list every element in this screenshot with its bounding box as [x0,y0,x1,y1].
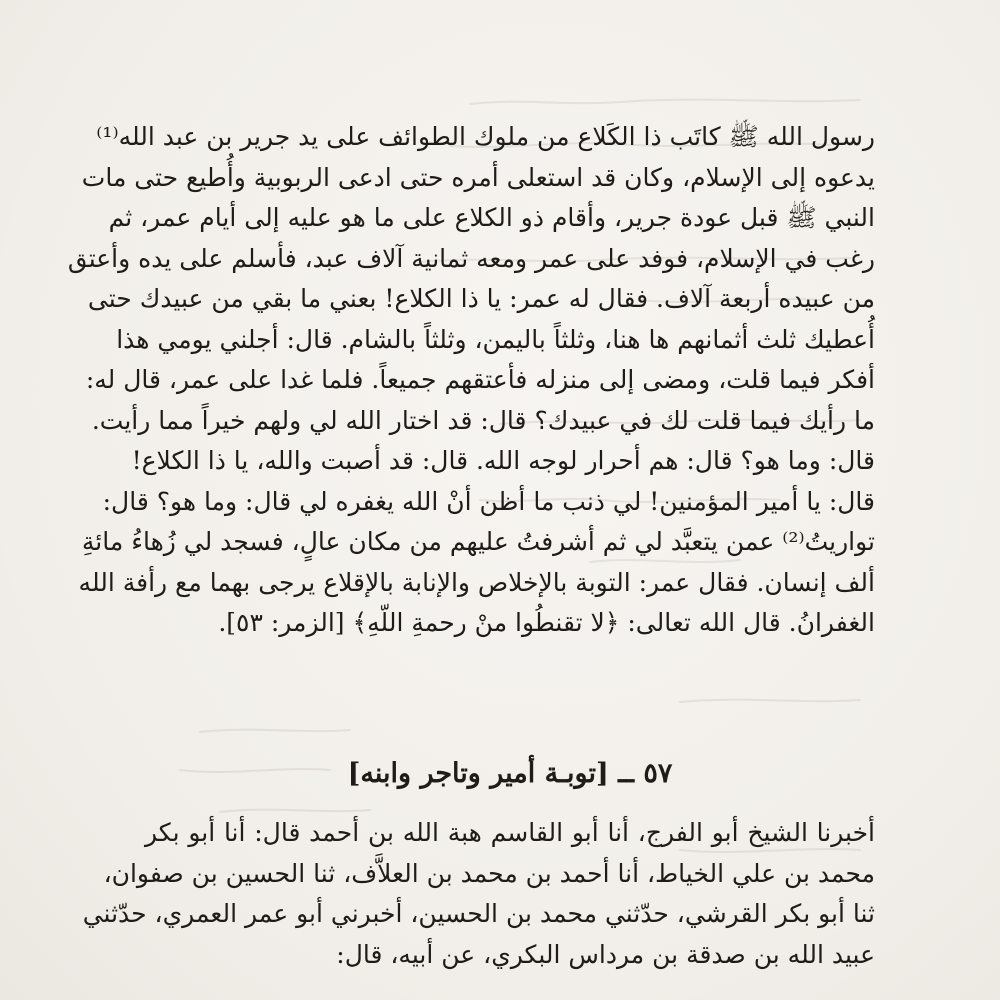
text-line: تواريتُ⁽²⁾ عمن يتعبَّد لي ثم أشرفتُ عليهم من مكان عالٍ، فسجد لي زُهاءُ مائةِ [81,527,875,556]
text-line: ما رأيك فيما قلت لك في عبيدك؟ قال: قد اختار الله لي ولهم خيراً مما رأيت. [91,405,875,435]
paragraph-isnad-text [82,813,875,975]
text-line: أفكر فيما قلت، ومضى إلى منزله فأعتقهم جميعاً. فلما غدا على عمر، قال له: [85,365,875,394]
text-line: من عبيده أربعة آلاف. فقال له عمر: يا ذا الكلاع! بعني ما بقي من عبيدك حتى [87,284,875,313]
paragraph-continued-text [67,117,875,644]
text-line: قال: وما هو؟ قال: هم أحرار لوجه الله. قال: قد أصبت والله، يا ذا الكلاع! [131,446,875,475]
text-line: ألف إنسان. فقال عمر: التوبة بالإخلاص والإنابة بالإقلاع يرجى بهما مع رأفة الله [78,567,875,597]
text-line: أخبرنا الشيخ أبو الفرج، أنا أبو القاسم هبة الله بن أحمد قال: أنا أبو بكر [145,818,875,847]
text-line: رغب في الإسلام، فوفد على عمر ومعه ثمانية آلاف عبد، فأسلم على يده وأعتق [67,243,875,273]
text-line: النبي ﷺ قبل عودة جرير، وأقام ذو الكلاع على ما هو عليه إلى أيام عمر، ثم [108,203,875,232]
text-line: قال: يا أمير المؤمنين! لي ذنب ما أظن أنْ الله يغفره لي قال: وما هو؟ قال: [102,486,875,516]
text-line: الغفرانُ. قال الله تعالى: ﴿لا تقنطُوا منْ رحمةِ اللّهِ﴾ [الزمر: ٥٣]. [218,608,875,637]
text-line: عبيد الله بن صدقة بن مرداس البكري، عن أبيه، قال: [336,939,875,969]
text-line: يدعوه إلى الإسلام، وكان قد استعلى أمره حتى ادعى الربوبية وأُطيع حتى مات [81,162,875,192]
text-line: رسول الله ﷺ كاتَب ذا الكَلاع من ملوك الطوائف على يد جرير بن عبد الله⁽¹⁾ [96,122,875,151]
text-line: أُعطيك ثلث أثمانهم ها هنا، وثلثاً باليمن، وثلثاً بالشام. قال: أجلني يومي هذا [116,324,875,354]
section-heading: ٥٧ ــ [توبـة أمير وتاجر وابنه] [347,758,673,789]
text-line: ثنا أبو بكر القرشي، حدّثني محمد بن الحسين، أخبرني أبو عمر العمري، حدّثني [82,899,875,928]
text-line: محمد بن علي الخياط، أنا أحمد بن محمد بن العلاَّف، ثنا الحسين بن صفوان، [103,858,875,888]
